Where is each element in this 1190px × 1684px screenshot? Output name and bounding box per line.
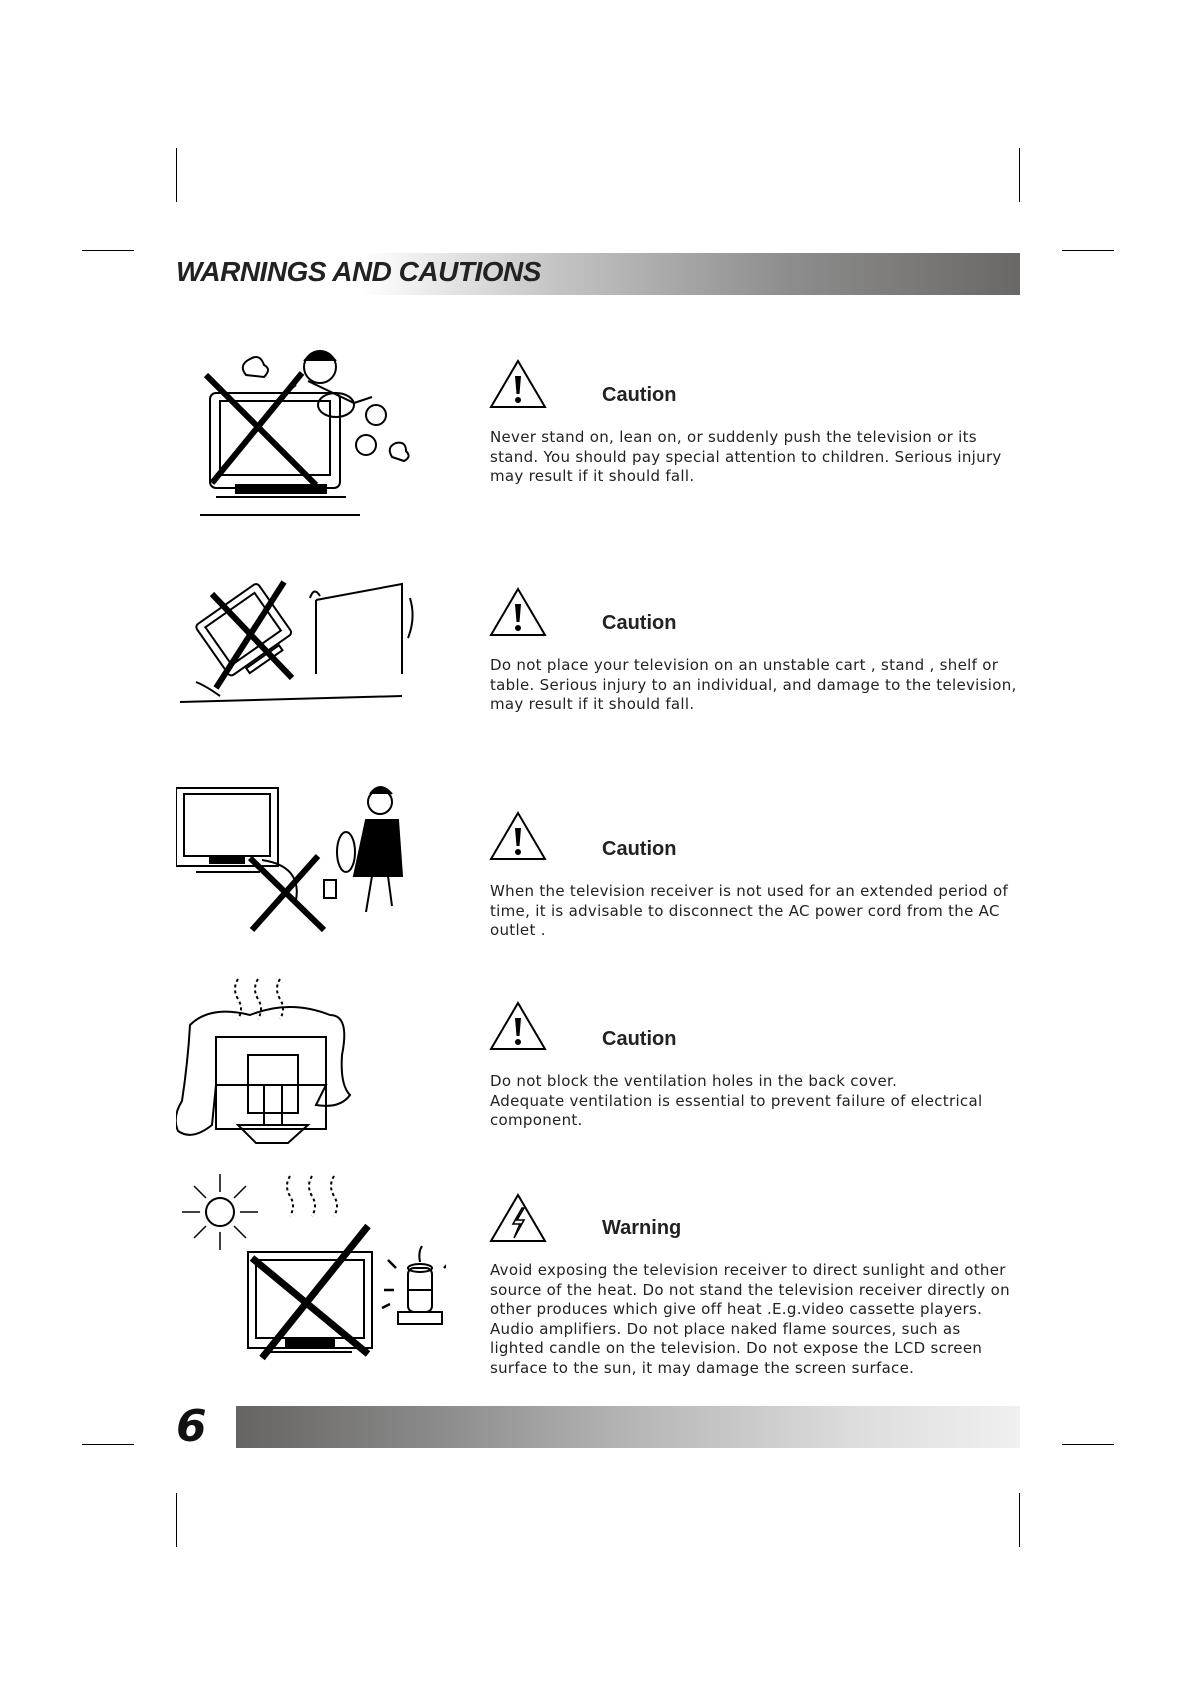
text-line: may result if it should fall.	[490, 467, 695, 485]
text-line: may result if it should fall.	[490, 695, 695, 713]
text-line: When the television receiver is not used for an extended period of	[490, 882, 1009, 900]
text-line: surface to the sun, it may damage the screen surface.	[490, 1358, 915, 1377]
crop-mark	[82, 250, 134, 251]
crop-mark	[176, 148, 177, 202]
section-text	[490, 656, 1030, 715]
illustration-heat-sources	[176, 1170, 446, 1370]
illustration-unstable-cart	[176, 578, 416, 708]
text-line: Do not place your television on an unstable cart , stand , shelf or	[490, 656, 999, 674]
exclamation-triangle-icon	[488, 810, 548, 862]
text-line: table. Serious injury to an individual, and damage to the television,	[490, 675, 1017, 694]
text-line: component.	[490, 1111, 583, 1129]
text-line: lighted candle on the television. Do not expose the LCD screen	[490, 1339, 983, 1357]
crop-mark	[1062, 1444, 1114, 1445]
crop-mark	[1062, 250, 1114, 251]
section-title: Caution	[602, 838, 677, 860]
crop-mark	[1019, 1493, 1020, 1547]
illustration-covered-vents	[176, 975, 366, 1145]
section-title: Caution	[602, 612, 677, 634]
section-text	[490, 1072, 1030, 1131]
section-text	[490, 882, 1030, 941]
illustration-unplug-power-cord	[176, 780, 426, 940]
section-text	[490, 1261, 1030, 1378]
section-text	[490, 428, 1030, 487]
text-line: source of the heat. Do not stand the television receiver directly on	[490, 1280, 1010, 1299]
exclamation-triangle-icon	[488, 358, 548, 410]
text-line: time, it is advisable to disconnect the AC power cord from the AC	[490, 901, 1000, 920]
text-line: Do not block the ventilation holes in the back cover.	[490, 1072, 898, 1090]
footer-bar	[236, 1406, 1020, 1448]
section-title: Caution	[602, 1028, 677, 1050]
illustration-child-pushing-tv	[176, 345, 436, 525]
section-title: Caution	[602, 384, 677, 406]
exclamation-triangle-icon	[488, 1000, 548, 1052]
crop-mark	[82, 1444, 134, 1445]
page-number: 6	[176, 1401, 207, 1452]
exclamation-triangle-icon	[488, 586, 548, 638]
crop-mark	[1019, 148, 1020, 202]
text-line: other produces which give off heat .E.g.video cassette players.	[490, 1300, 983, 1318]
lightning-triangle-icon	[488, 1192, 548, 1244]
page-title: WARNINGS AND CAUTIONS	[176, 256, 541, 287]
text-line: Avoid exposing the television receiver to direct sunlight and other	[490, 1261, 1006, 1279]
text-line: outlet .	[490, 921, 546, 939]
text-line: Never stand on, lean on, or suddenly push the television or its	[490, 428, 977, 446]
text-line: Audio amplifiers. Do not place naked flame sources, such as	[490, 1319, 961, 1338]
section-title: Warning	[602, 1217, 682, 1239]
crop-mark	[176, 1493, 177, 1547]
text-line: stand. You should pay special attention to children. Serious injury	[490, 447, 1002, 466]
text-line: Adequate ventilation is essential to prevent failure of electrical	[490, 1091, 983, 1110]
